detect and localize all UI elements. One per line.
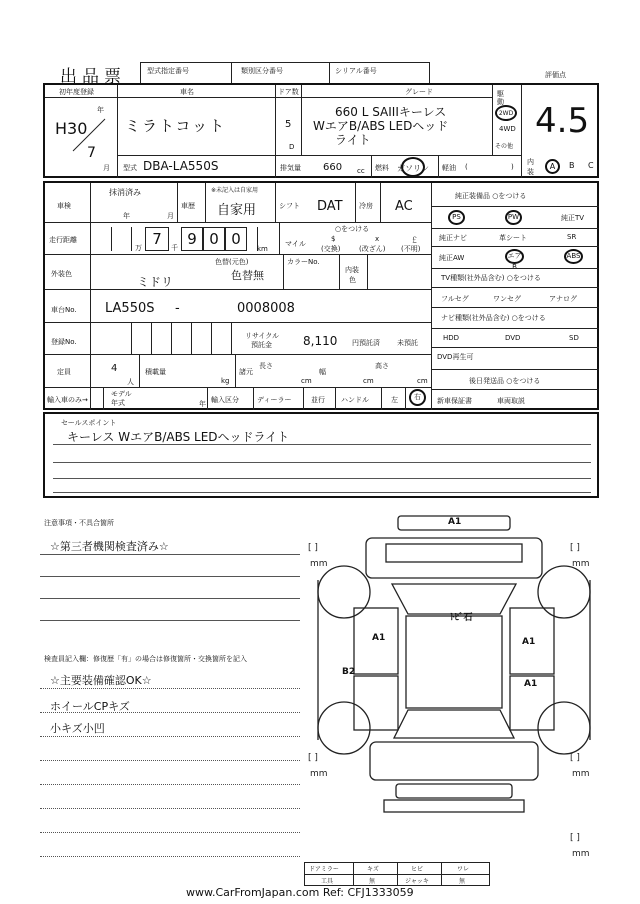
nav-sd: SD xyxy=(569,334,579,342)
equip-pw: PW xyxy=(505,210,522,225)
car-name: ミラトコット xyxy=(125,117,227,135)
inspector-line-2: ホイールCPキズ xyxy=(50,700,130,713)
import-label: 輸入車のみ→ xyxy=(47,396,88,404)
sales-label: セールスポイント xyxy=(61,419,117,427)
paren-open: ( xyxy=(465,163,468,171)
mileage-digit: 7 xyxy=(145,227,169,251)
mark-front-bumper: A1 xyxy=(448,517,462,527)
nav-dvd: DVD xyxy=(505,334,521,342)
nav-hdd: HDD xyxy=(443,334,460,342)
cooler-value: AC xyxy=(395,199,413,214)
grade-label: グレード xyxy=(405,88,433,96)
model-label: 型式 xyxy=(123,164,137,172)
tv-fullseg: フルセグ xyxy=(441,295,469,303)
after-title: 後日発送品 ○をつける xyxy=(469,377,541,385)
handle-left: 左 xyxy=(391,396,398,404)
tamper-mark: x xyxy=(375,235,380,243)
inspector-line-1: ☆主要装備確認OK☆ xyxy=(50,674,152,687)
door-suffix: D xyxy=(289,143,295,151)
nav-type-title: ナビ種類(社外品含む) ○をつける xyxy=(441,314,546,322)
inspector-area xyxy=(40,652,302,882)
recycle-label: リサイクル xyxy=(245,332,280,340)
interior-grade-b: B xyxy=(569,161,575,170)
cc-unit: cc xyxy=(357,167,365,175)
mm-label: mm xyxy=(572,559,590,569)
length-label: 長さ xyxy=(259,362,273,370)
dimensions-label: 諸元 xyxy=(239,368,253,376)
drive-4wd: 4WD xyxy=(499,125,516,133)
equip-leather: 革シート xyxy=(499,234,527,242)
equip-airbag: エアB xyxy=(505,249,524,264)
equip-nav: 純正ナビ xyxy=(439,234,467,242)
insp-year-unit: 年 xyxy=(123,212,130,220)
mark-left-door: A1 xyxy=(372,633,386,643)
fuel-circle xyxy=(401,157,425,177)
inspection-label: 車検 xyxy=(57,202,71,210)
legend-tools-value: 無 xyxy=(369,878,376,885)
paren-close: ) xyxy=(511,163,514,171)
color-no-label: カラーNo. xyxy=(287,258,320,266)
mileage-digit: 0 xyxy=(225,227,247,251)
legend-jack: ジャッキ xyxy=(405,878,429,885)
mileage-sen: 千 xyxy=(171,244,178,252)
chassis-dash: - xyxy=(175,301,180,316)
reg-year: H30 xyxy=(55,119,88,138)
details-block xyxy=(43,181,599,410)
fuel-label: 燃料 xyxy=(375,164,389,172)
equip-abs: ABS xyxy=(564,249,583,264)
svg-text:[ ]: [ ] xyxy=(570,753,580,763)
svg-text:[ ]: [ ] xyxy=(308,753,318,763)
sheet-title: 出品票 xyxy=(60,67,126,87)
color-change: 色替無 xyxy=(231,269,264,282)
vehicle-block xyxy=(43,83,599,178)
class-label: 類別区分番号 xyxy=(241,67,283,75)
shift-label: シフト xyxy=(279,202,300,210)
swap-mark: $ xyxy=(331,235,336,243)
tv-analog: アナログ xyxy=(549,295,577,303)
grade-line-3: ライト xyxy=(335,133,371,147)
caution-label: 注意事項・不具合箇所 xyxy=(44,519,114,527)
legend-table xyxy=(304,862,490,886)
interior-color-label: 内装 xyxy=(345,266,359,274)
kg-unit: kg xyxy=(221,377,230,385)
width-label: 幅 xyxy=(319,368,326,376)
interior-grade-a: A xyxy=(545,159,560,174)
unknown-mark: ￡ xyxy=(411,236,418,244)
mark-right-rear: A1 xyxy=(524,679,538,689)
handle-label: ハンドル xyxy=(341,396,369,404)
mileage-label: 走行距離 xyxy=(49,236,77,244)
first-reg-label: 初年度登録 xyxy=(59,88,94,96)
color-label: 外装色 xyxy=(51,270,72,278)
recycle-label-2: 預託金 xyxy=(251,341,272,349)
svg-text:[ ]: [ ] xyxy=(570,833,580,843)
eval-score: 4.5 xyxy=(535,101,590,141)
displacement-label: 排気量 xyxy=(280,164,301,172)
shift-value: DAT xyxy=(317,199,343,214)
equip-aw: 純正AW xyxy=(439,254,465,262)
dvd-player: DVD再生可 xyxy=(437,353,474,361)
dealer-option: ディーラー xyxy=(257,396,292,404)
chassis-number: 0008008 xyxy=(237,301,295,316)
capacity-value: 4 xyxy=(111,363,118,374)
model-year-label-2: 年式 xyxy=(111,399,125,407)
sales-point-box xyxy=(43,412,599,498)
cm-unit: cm xyxy=(363,377,374,385)
km-unit: km xyxy=(257,245,268,253)
color-code-label: 色替(元色) xyxy=(215,258,249,266)
eval-label: 評価点 xyxy=(545,71,566,79)
watermark: www.CarFromJapan.com Ref: CFJ1333059 xyxy=(186,886,414,899)
doors-value: 5 xyxy=(285,119,292,130)
inspector-label: 検査員記入欄：修復歴「有」の場合は修復箇所・交換箇所を記入 xyxy=(44,655,247,663)
drive-2wd: 2WD xyxy=(495,105,517,121)
model-year-label: モデル xyxy=(111,390,132,398)
interior-color-label-2: 色 xyxy=(349,276,356,284)
interior-grade-c: C xyxy=(588,161,594,170)
displacement-value: 660 xyxy=(323,162,343,173)
swap-label: (交換) xyxy=(321,245,341,253)
recycle-unpaid: 未預託 xyxy=(397,339,418,347)
mm-label: mm xyxy=(310,769,328,779)
mm-label: mm xyxy=(572,849,590,859)
mileage-digit: 0 xyxy=(203,227,225,251)
model-cert-label: 型式指定番号 xyxy=(147,67,189,75)
load-label: 積載量 xyxy=(145,368,166,376)
inspection-value: 抹消済み xyxy=(109,188,141,197)
sales-text: キーレス WエアB/ABS LEDヘッドライト xyxy=(67,430,290,444)
unknown-label: (不明) xyxy=(401,245,421,253)
tv-oneseg: ワンセグ xyxy=(493,295,521,303)
year-unit: 年 xyxy=(97,106,104,114)
legend-jack-value: 無 xyxy=(459,878,466,885)
reg-no-label: 登録No. xyxy=(51,338,77,346)
svg-text:[ ]: [ ] xyxy=(570,543,580,553)
history-value: 自家用 xyxy=(217,203,257,218)
mark-windshield: ﾄﾋﾞ石 xyxy=(450,613,473,623)
equip-tv: 純正TV xyxy=(561,214,585,222)
inspector-line-3: 小キズ小凹 xyxy=(50,722,105,735)
handle-right: 右 xyxy=(409,389,426,406)
grade-line-1: 660 L SAIIIキーレス xyxy=(335,105,447,119)
recycle-unit: 円預託済 xyxy=(352,339,380,347)
interior-label-1: 内 xyxy=(527,158,534,166)
mm-label: mm xyxy=(310,559,328,569)
history-label: 車歴 xyxy=(181,202,195,210)
car-name-label: 車名 xyxy=(180,88,194,96)
reg-month: 7 xyxy=(87,145,96,161)
mileage-man: 万 xyxy=(135,244,142,252)
history-note: ※未記入は自家用 xyxy=(211,187,259,194)
capacity-label: 定員 xyxy=(57,368,71,376)
drive-label-2: 動 xyxy=(497,98,504,106)
serial-label: シリアル番号 xyxy=(335,67,377,75)
equip-sr: SR xyxy=(567,233,577,241)
drive-other: その他 xyxy=(495,143,514,150)
import-class-label: 輸入区分 xyxy=(211,396,239,404)
doors-label: ドア数 xyxy=(278,88,299,96)
cooler-label: 冷房 xyxy=(359,202,373,210)
mile-label: マイル xyxy=(285,240,306,248)
grade-line-2: WエアB/ABS LEDヘッド xyxy=(313,119,449,133)
fuel-value: ガソリン xyxy=(397,164,429,173)
divider xyxy=(329,63,330,83)
mark-left-quarter: B2 xyxy=(342,667,356,677)
legend-crack: ヒビ xyxy=(411,866,424,873)
divider xyxy=(231,63,232,83)
height-label: 高さ xyxy=(375,362,389,370)
mileage-digit: 9 xyxy=(181,227,203,251)
attach-label: ○をつける xyxy=(335,225,370,233)
manual-doc: 車両取説 xyxy=(497,397,525,405)
caution-area xyxy=(40,516,302,646)
year-suffix: 年 xyxy=(199,400,206,408)
equipment-title: 純正装備品 ○をつける xyxy=(455,192,527,200)
equip-ps: PS xyxy=(448,210,465,225)
tv-type-title: TV種類(社外品含む) ○をつける xyxy=(441,274,541,282)
legend-door-mirror: ドアミラー xyxy=(309,866,339,873)
warranty-doc: 新車保証書 xyxy=(437,397,472,405)
parallel-option: 並行 xyxy=(311,396,325,404)
insp-month-unit: 月 xyxy=(167,212,174,220)
model-value: DBA-LA550S xyxy=(143,159,219,173)
capacity-unit: 人 xyxy=(127,378,134,386)
header-code-box xyxy=(140,62,430,84)
drive-label-1: 駆 xyxy=(497,90,504,98)
svg-text:[ ]: [ ] xyxy=(308,543,318,553)
color-value: ミドリ xyxy=(137,275,174,289)
mark-right-door: A1 xyxy=(522,637,536,647)
month-unit: 月 xyxy=(103,164,110,172)
legend-scratch: キズ xyxy=(367,866,379,873)
third-party-note: ☆第三者機関検査済み☆ xyxy=(50,540,169,553)
car-damage-diagram xyxy=(300,510,610,885)
cm-unit: cm xyxy=(301,377,312,385)
interior-label-2: 装 xyxy=(527,168,534,176)
chassis-prefix: LA550S xyxy=(105,301,155,316)
diesel-label: 軽油 xyxy=(442,164,456,172)
mm-label: mm xyxy=(572,769,590,779)
legend-tools: 工具 xyxy=(321,878,334,885)
recycle-value: 8,110 xyxy=(303,334,338,348)
chassis-label: 車台No. xyxy=(51,306,77,314)
legend-break: ワレ xyxy=(457,866,470,873)
tamper-label: (改ざん) xyxy=(359,245,386,253)
cm-unit: cm xyxy=(417,377,428,385)
